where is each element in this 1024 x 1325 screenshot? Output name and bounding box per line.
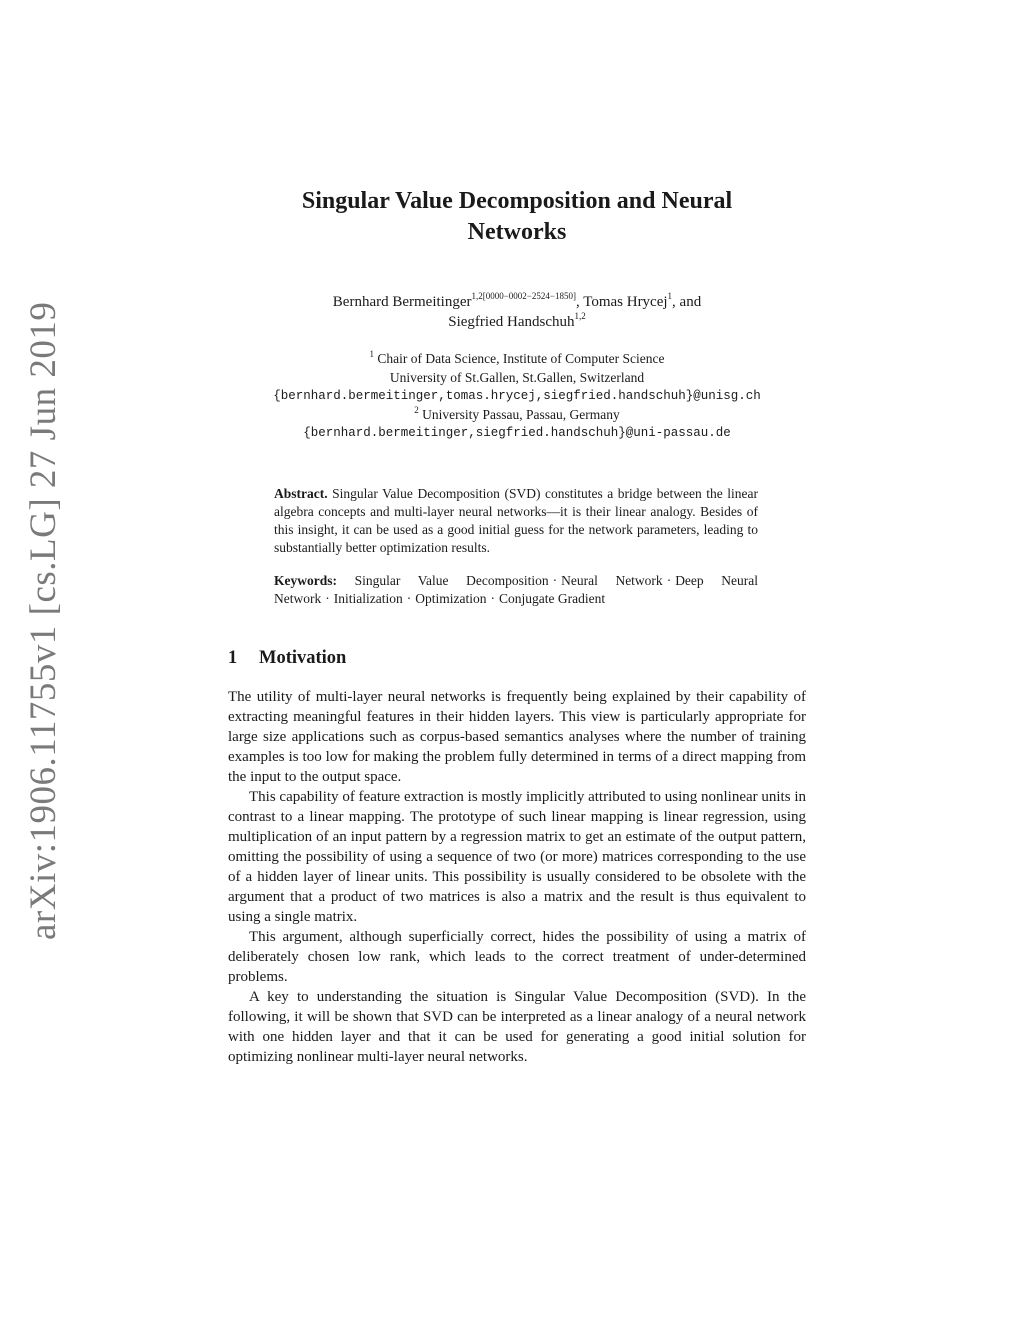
paper-title — [228, 186, 806, 248]
author-3: Siegfried Handschuh — [448, 314, 575, 330]
keyword-item: Conjugate Gradient — [498, 590, 606, 606]
keyword-item: Optimization — [415, 590, 487, 606]
abstract-label: Abstract. — [274, 485, 328, 501]
affil-2-line-1: University Passau, Passau, Germany — [422, 406, 620, 422]
keywords — [274, 572, 758, 609]
abstract-text: Singular Value Decomposition (SVD) constitutes a bridge between the linear algebra concepts and multi-layer neural networks—it is their linear analogy. Besides of this insight, it can be used as a good initial guess for the network parameters, leading to substantially better optimization results. — [274, 485, 759, 556]
paragraph: This capability of feature extraction is mostly implicitly attributed to using nonlinear units in contrast to a linear mapping. The prototype of such linear mapping is linear regression, using multiplication of an input pattern by a regression matrix to get an estimate of the output pattern, omitting the possibility of using a sequence of two (or more) matrices corresponding to the use of a hidden layer of linear units. This possibility is usually considered to be obsolete with the argument that a product of two matrices is also a matrix and the result is thus equivalent to using a single matrix. — [228, 789, 806, 926]
author-2-affil: 1 — [667, 291, 673, 301]
author-3-affil: 1,2 — [574, 311, 586, 321]
keyword-separator: · — [325, 590, 330, 606]
affil-2-mark: 2 — [414, 404, 419, 415]
section-number: 1 — [228, 648, 238, 669]
author-2: Tomas Hrycej — [583, 294, 668, 310]
affiliations — [228, 350, 806, 443]
keyword-separator: · — [552, 572, 558, 588]
affil-1-mark: 1 — [369, 349, 374, 359]
author-1: Bernhard Bermeitinger — [332, 294, 472, 310]
keyword-item: Neural Network — [561, 572, 663, 588]
section-title: Motivation — [259, 648, 347, 669]
author-and: and — [679, 294, 702, 310]
section-heading — [228, 648, 806, 669]
arxiv-identifier-stamp: arXiv:1906.11755v1 [cs.LG] 27 Jun 2019 — [23, 301, 64, 940]
author-1-affil: 1,2[0000−0002−2524−1850] — [471, 291, 576, 301]
paragraph: A key to understanding the situation is Singular Value Decomposition (SVD). In the following, it will be shown that SVD can be interpreted as a linear analogy of a neural network with one hidden layer and that it can be used for generating a good initial solution for optimizing nonlinear multi-layer neural networks. — [228, 989, 806, 1066]
title-line-2: Networks — [467, 219, 567, 245]
keyword-separator: · — [666, 572, 672, 588]
keyword-item: Initialization — [333, 590, 403, 606]
section-body — [228, 687, 806, 1067]
author-list: Bernhard Bermeitinger$^{1,2[0000-0002-2524-1850]}$, Tomas Hrycej$^1$, and Siegfried Handschuh$^{1,2}$ — [332, 291, 702, 330]
title-line-1: Singular Value Decomposition and Neural — [301, 188, 733, 214]
keyword-item: Deep Neural Network — [274, 572, 759, 606]
keyword-separator: · — [406, 590, 412, 606]
affil-1-line-1: Chair of Data Science, Institute of Computer Science — [377, 351, 665, 366]
keyword-item: Singular Value Decomposition — [354, 572, 549, 588]
affil-1-line-2: University of St.Gallen, St.Gallen, Switzerland — [389, 369, 645, 385]
keyword-separator: · — [490, 590, 495, 606]
paragraph: This argument, although superficially correct, hides the possibility of using a matrix of deliberately chosen low rank, which leads to the correct treatment of under-determined problems. — [228, 929, 806, 986]
paper-page — [228, 186, 806, 1067]
abstract — [274, 485, 758, 558]
paragraph: The utility of multi-layer neural networks is frequently being explained by their capability of extracting meaningful features in their hidden layers. This view is particularly appropriate for large size applications such as corpus-based semantics analyses where the number of training examples is too low for making the problem fully determined in terms of a direct mapping from the input to the output space. — [228, 689, 806, 786]
affil-1-email: {bernhard.bermeitinger,tomas.hrycej,siegfried.handschuh}@unisg.ch — [273, 389, 761, 403]
keywords-label: Keywords: — [274, 572, 337, 588]
affil-2-email: {bernhard.bermeitinger,siegfried.handschuh}@uni-passau.de — [303, 426, 731, 440]
